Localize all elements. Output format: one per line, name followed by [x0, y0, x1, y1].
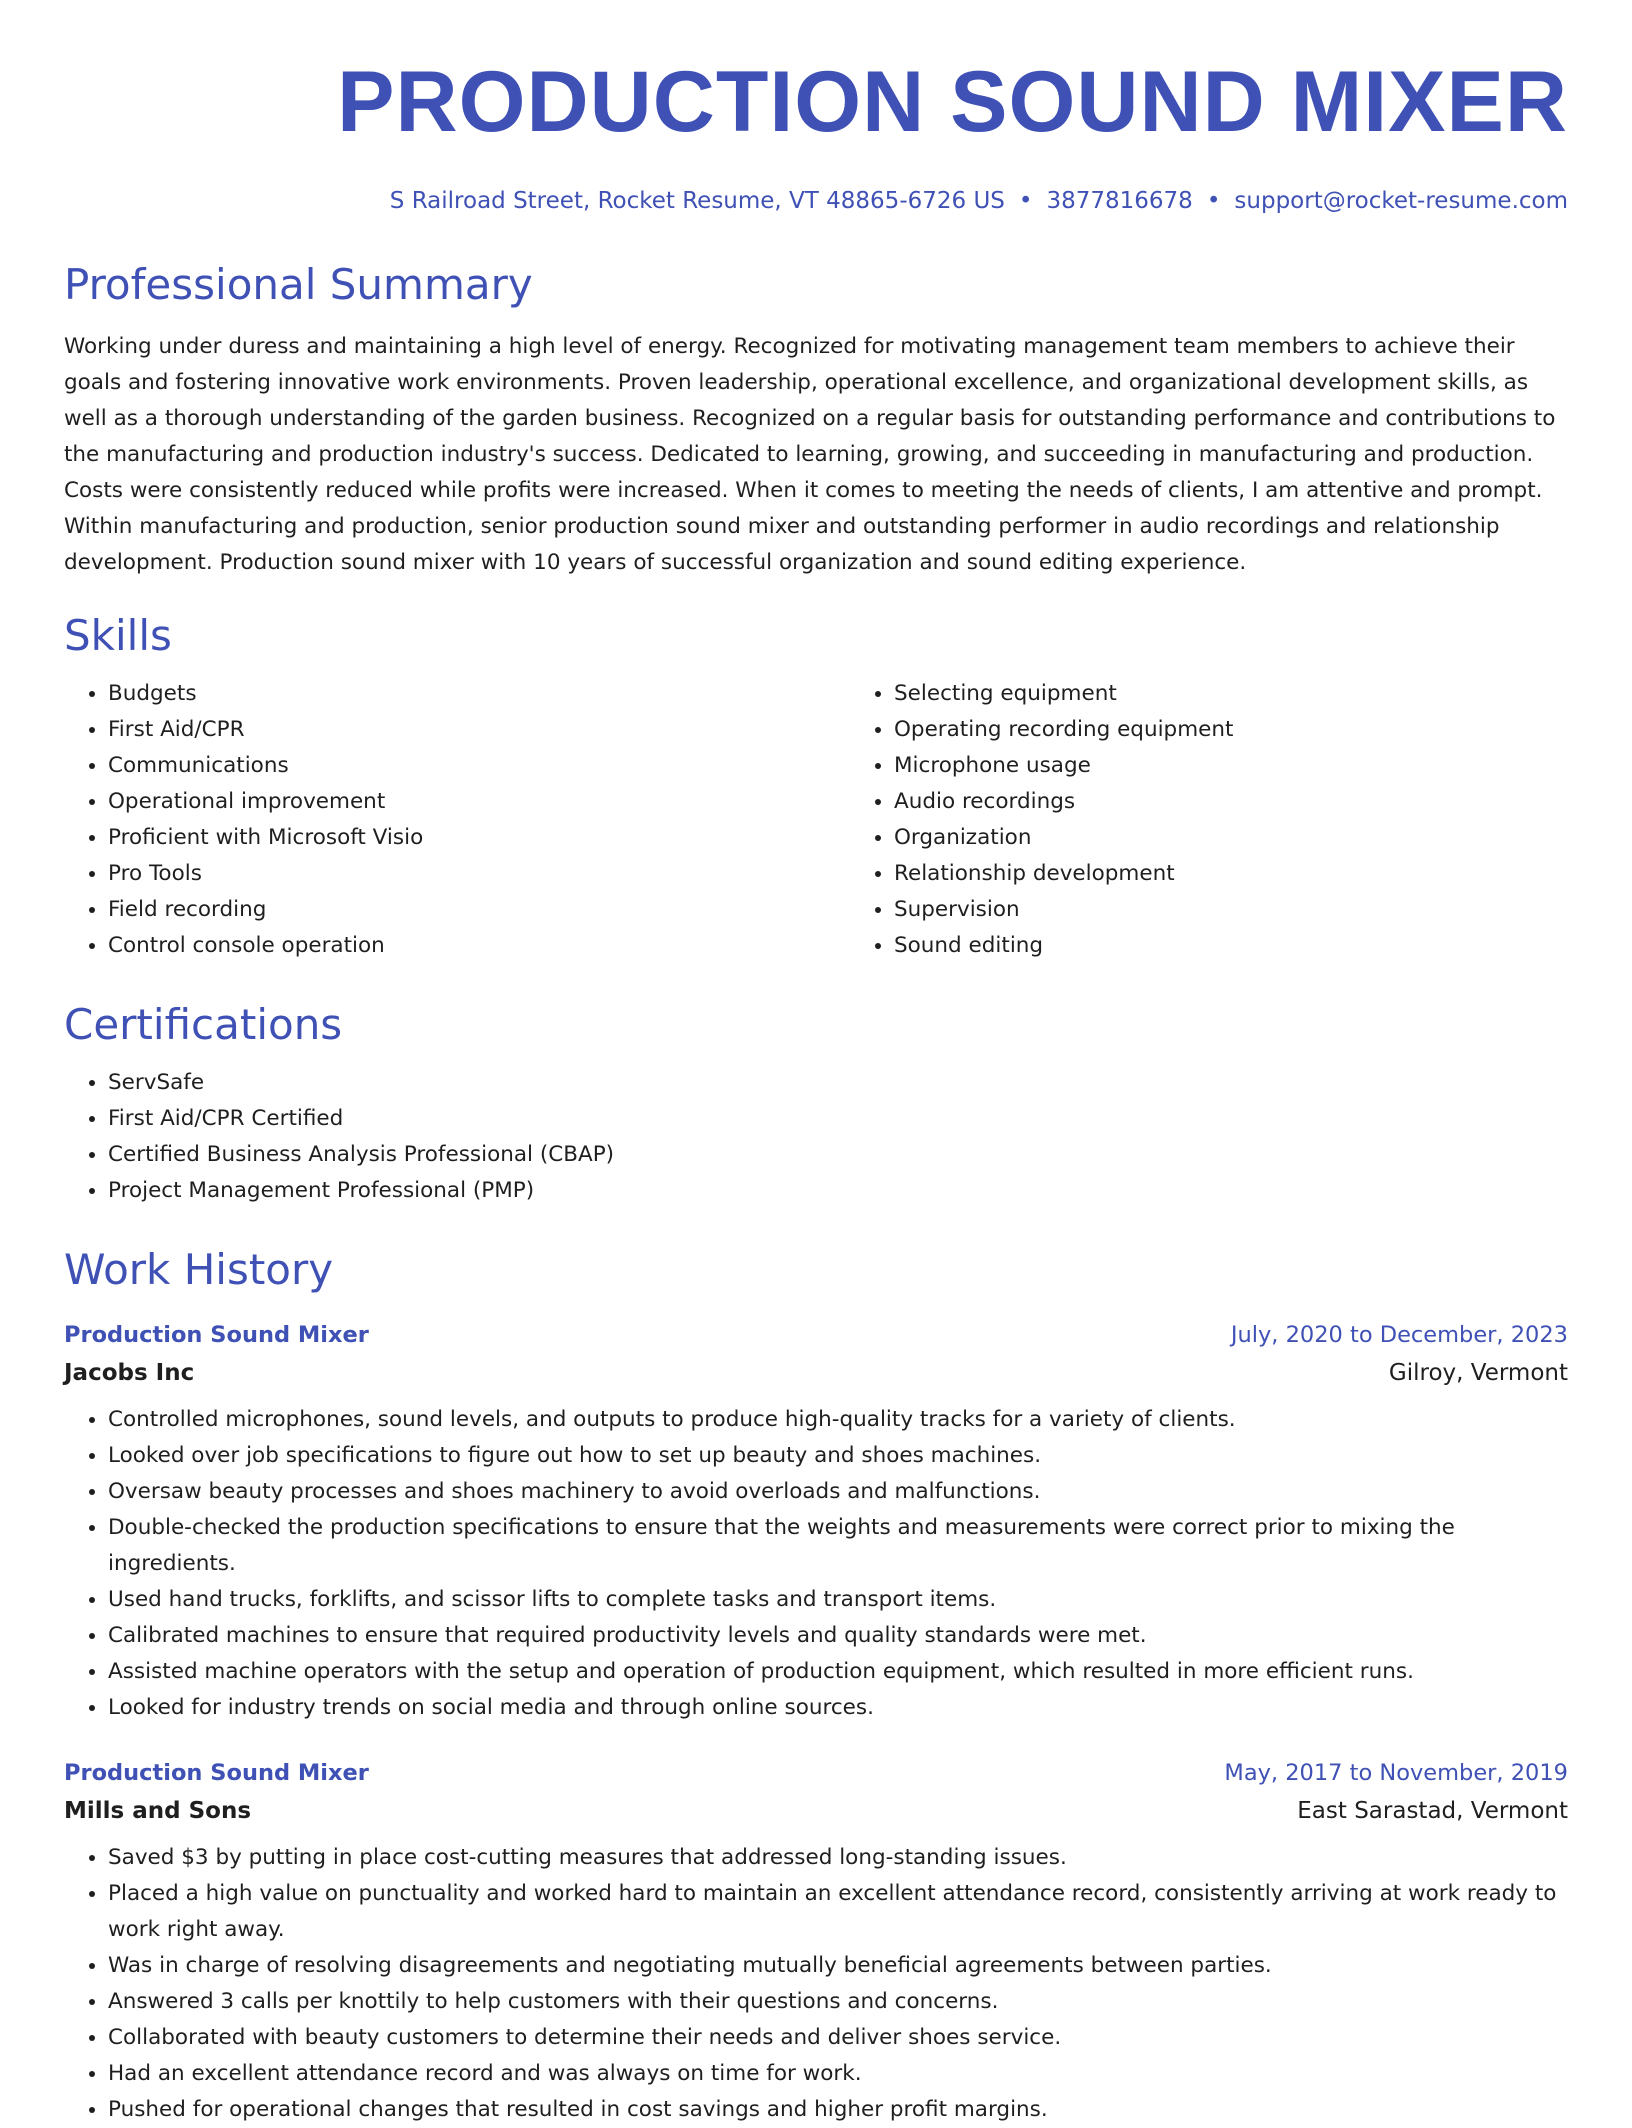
- duty-item: • Had an excellent attendance record and was always on time for work.: [108, 2056, 1568, 2092]
- summary-text: Working under duress and maintaining a high level of energy. Recognized for motivating management team members to achieve their goals and fostering innovative work environments. Proven leadership, operational excellence, and organizational development skills, as well as a thorough understanding of the garden business. Recognized on a regular basis for outstanding performance and contributions to the manufacturing and production industry's success. Dedicated to learning, growing, and succeeding in manufacturing and production. Costs were consistently reduced while profits were increased. When it comes to meeting the needs of clients, I am attentive and prompt. Within manufacturing and production, senior production sound mixer and outstanding performer in audio recordings and relationship development. Production sound mixer with 10 years of successful organization and sound editing experience.: [64, 334, 1556, 575]
- job-title: Production Sound Mixer: [64, 1322, 369, 1348]
- company-name: Mills and Sons: [64, 1798, 252, 1824]
- duty-item: • Assisted machine operators with the setup and operation of production equipment, which resulted in more efficient runs.: [108, 1654, 1568, 1690]
- job-title: Production Sound Mixer: [64, 1760, 369, 1786]
- skill-item: • Microphone usage: [894, 748, 1568, 784]
- job-header: [64, 1760, 1568, 1786]
- duty-item: • Placed a high value on punctuality and worked hard to maintain an excellent attendance record, consistently arriving at work ready to work right away.: [108, 1876, 1568, 1948]
- skill-item: • Sound editing: [894, 928, 1568, 964]
- job-dates: May, 2017 to November, 2019: [1224, 1760, 1568, 1786]
- duty-item: • Calibrated machines to ensure that required productivity levels and quality standards were met.: [108, 1618, 1568, 1654]
- job-location: East Sarastad, Vermont: [1297, 1798, 1568, 1824]
- company-name: Jacobs Inc: [64, 1360, 195, 1386]
- certification-item: • Project Management Professional (PMP): [108, 1173, 1568, 1209]
- resume-header: [64, 0, 1568, 214]
- skill-item: • Operational improvement: [108, 784, 850, 820]
- skill-item: • Audio recordings: [894, 784, 1568, 820]
- duty-item: • Double-checked the production specifications to ensure that the weights and measurements were correct prior to mixing the ingredients.: [108, 1510, 1568, 1582]
- email-link[interactable]: support@rocket-resume.com: [1234, 188, 1568, 214]
- bullet-separator: •: [1206, 188, 1221, 214]
- duty-item: • Looked for industry trends on social media and through online sources.: [108, 1690, 1568, 1726]
- skill-item: • Selecting equipment: [894, 676, 1568, 712]
- duty-item: • Controlled microphones, sound levels, and outputs to produce high-quality tracks for a variety of clients.: [108, 1402, 1568, 1438]
- job-employer-row: [64, 1360, 1568, 1386]
- skill-item: • Proficient with Microsoft Visio: [108, 820, 850, 856]
- skill-item: • First Aid/CPR: [108, 712, 850, 748]
- skill-item: • Operating recording equipment: [894, 712, 1568, 748]
- skill-item: • Control console operation: [108, 928, 850, 964]
- skills-heading: Skills: [64, 611, 172, 660]
- job-duties-list: [64, 1402, 1568, 1726]
- job-entry: [64, 1322, 1568, 1726]
- certification-item: • First Aid/CPR Certified: [108, 1101, 1568, 1137]
- duty-item: • Saved $3 by putting in place cost-cutting measures that addressed long-standing issues.: [108, 1840, 1568, 1876]
- candidate-name: PRODUCTION SOUND MIXER: [337, 54, 1568, 150]
- duty-item: • Answered 3 calls per knottily to help customers with their questions and concerns.: [108, 1984, 1568, 2020]
- skill-item: • Field recording: [108, 892, 850, 928]
- skill-item: • Supervision: [894, 892, 1568, 928]
- job-header: [64, 1322, 1568, 1348]
- summary-heading: Professional Summary: [64, 260, 533, 309]
- bullet-separator: •: [1018, 188, 1033, 214]
- certifications-list: [64, 1065, 1568, 1209]
- skill-item: • Budgets: [108, 676, 850, 712]
- address: S Railroad Street, Rocket Resume, VT 48865-6726 US: [389, 188, 1005, 214]
- job-duties-list: [64, 1840, 1568, 2128]
- duty-item: • Was in charge of resolving disagreements and negotiating mutually beneficial agreements between parties.: [108, 1948, 1568, 1984]
- certification-item: • ServSafe: [108, 1065, 1568, 1101]
- skills-list: [64, 676, 1568, 964]
- duty-item: • Used hand trucks, forklifts, and scissor lifts to complete tasks and transport items.: [108, 1582, 1568, 1618]
- certifications-heading: Certifications: [64, 1000, 343, 1049]
- contact-line: [64, 188, 1568, 214]
- certification-item: • Certified Business Analysis Professional (CBAP): [108, 1137, 1568, 1173]
- duty-item: • Collaborated with beauty customers to determine their needs and deliver shoes service.: [108, 2020, 1568, 2056]
- job-employer-row: [64, 1798, 1568, 1824]
- skill-item: • Communications: [108, 748, 850, 784]
- work-history-heading: Work History: [64, 1245, 334, 1294]
- skill-item: • Relationship development: [894, 856, 1568, 892]
- duty-item: • Oversaw beauty processes and shoes machinery to avoid overloads and malfunctions.: [108, 1474, 1568, 1510]
- skill-item: • Organization: [894, 820, 1568, 856]
- job-dates: July, 2020 to December, 2023: [1230, 1322, 1568, 1348]
- job-entry: [64, 1760, 1568, 2128]
- skills-column-left: [64, 676, 850, 964]
- job-location: Gilroy, Vermont: [1388, 1360, 1568, 1386]
- phone: 3877816678: [1046, 188, 1193, 214]
- duty-item: • Pushed for operational changes that resulted in cost savings and higher profit margins.: [108, 2092, 1568, 2128]
- skill-item: • Pro Tools: [108, 856, 850, 892]
- duty-item: • Looked over job specifications to figure out how to set up beauty and shoes machines.: [108, 1438, 1568, 1474]
- skills-column-right: [850, 676, 1568, 964]
